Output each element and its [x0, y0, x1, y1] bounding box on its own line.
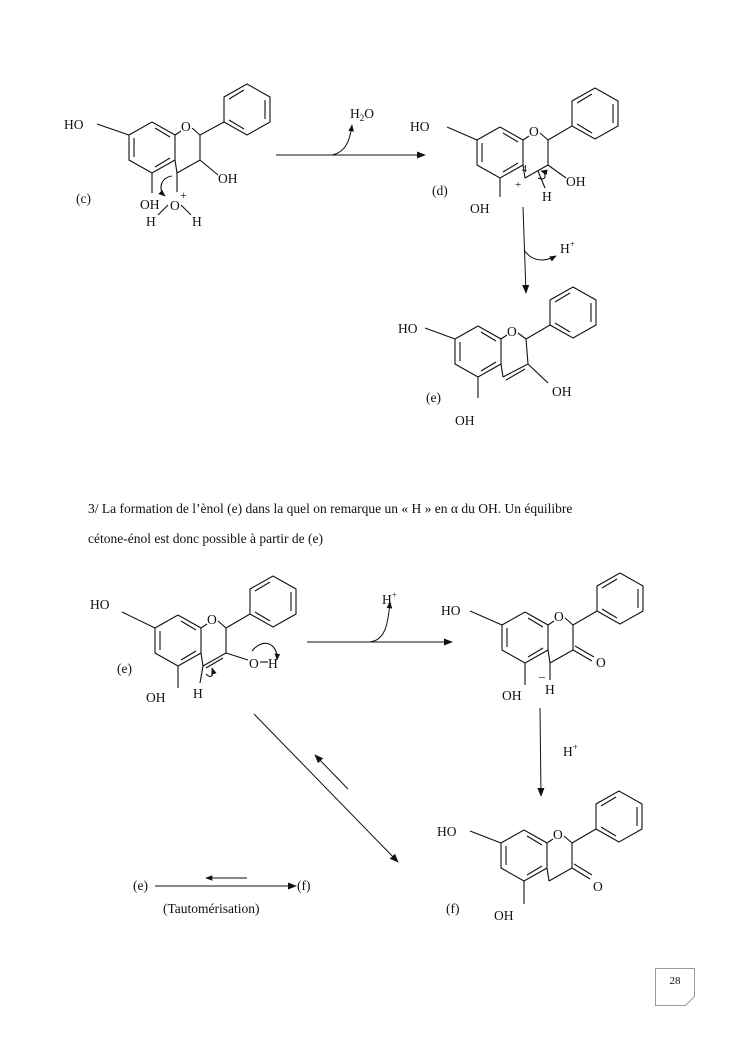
anion-oh-ring: OH [502, 688, 522, 703]
c-label: (c) [76, 191, 91, 206]
anion-ho: HO [441, 603, 461, 618]
enol-h-alpha: H [193, 686, 203, 701]
d-h: H [542, 189, 552, 204]
d-oh-side: OH [566, 174, 586, 189]
c-h-right: H [192, 214, 202, 229]
c-h-left: H [146, 214, 156, 229]
c-oh-ring: OH [140, 197, 160, 212]
arrow-d-to-e [523, 207, 556, 293]
e-ring-oxygen: O [507, 324, 517, 339]
c-oh2-oxygen: O [170, 198, 180, 213]
enol-label: (e) [117, 661, 132, 676]
paragraph [88, 494, 688, 554]
c-ring-oxygen: O [181, 119, 191, 134]
c-ho: HO [64, 117, 84, 132]
paragraph-line-1: 3/ La formation de l’ènol (e) dans la quel on remarque un « H » en α du OH. Un équilibre [88, 501, 573, 516]
anion-labels [441, 603, 606, 703]
ketone-oh-ring: OH [494, 908, 514, 923]
enol-oh-ring: OH [146, 690, 166, 705]
ketone-ho: HO [437, 824, 457, 839]
d-ho: HO [410, 119, 430, 134]
ketone-f [470, 791, 642, 904]
arrow-anion-to-ketone [540, 708, 541, 796]
paragraph-line-2: cétone-énol est donc possible à partir de (e) [88, 531, 324, 546]
compound-e [425, 287, 596, 398]
enol-e [122, 576, 296, 688]
tautomer-left: (e) [133, 878, 148, 893]
anion-h: H [545, 682, 555, 697]
anion-minus: – [539, 669, 545, 683]
anion [470, 573, 643, 685]
e-label: (e) [426, 390, 441, 405]
ketone-carbonyl-o: O [593, 879, 603, 894]
reagent-proton-1: H+ [560, 239, 575, 256]
e-oh-ring: OH [455, 413, 475, 428]
enol-o-hydroxyl: O [249, 656, 259, 671]
enol-h-hydroxyl: H [268, 656, 278, 671]
enol-ring-oxygen: O [207, 612, 217, 627]
e-ho: HO [398, 321, 418, 336]
page-number: 28 [669, 975, 681, 987]
c-oh-side: OH [218, 171, 238, 186]
ketone-ring-oxygen: O [553, 827, 563, 842]
c-oh2-plus: + [180, 188, 187, 202]
d-ring-oxygen: O [529, 124, 539, 139]
page-fold-icon [685, 996, 695, 1006]
compound-c-labels [64, 117, 238, 229]
enol-ho: HO [90, 597, 110, 612]
equilibrium-diagonal-arrows [254, 714, 398, 862]
tautomer-right: (f) [297, 878, 311, 893]
reagent-proton-2: H+ [382, 590, 397, 607]
compound-e-labels [398, 321, 572, 428]
d-position: 4 [522, 164, 527, 175]
tautomerism [133, 878, 311, 916]
reagent-water: $H_2O$ [350, 106, 374, 123]
arrow-enol-to-anion [307, 602, 452, 642]
d-plus: + [515, 179, 522, 191]
ketone-label: (f) [446, 901, 460, 916]
arrow-c-to-d [276, 125, 425, 155]
compound-d [447, 88, 618, 197]
anion-ring-oxygen: O [554, 609, 564, 624]
d-oh-ring: OH [470, 201, 490, 216]
page-number-box [655, 968, 695, 1006]
tautomer-caption: (Tautomérisation) [163, 901, 260, 916]
d-label: (d) [432, 183, 448, 198]
reagent-proton-3: H+ [563, 742, 578, 759]
anion-carbonyl-o: O [596, 655, 606, 670]
e-oh-side: OH [552, 384, 572, 399]
